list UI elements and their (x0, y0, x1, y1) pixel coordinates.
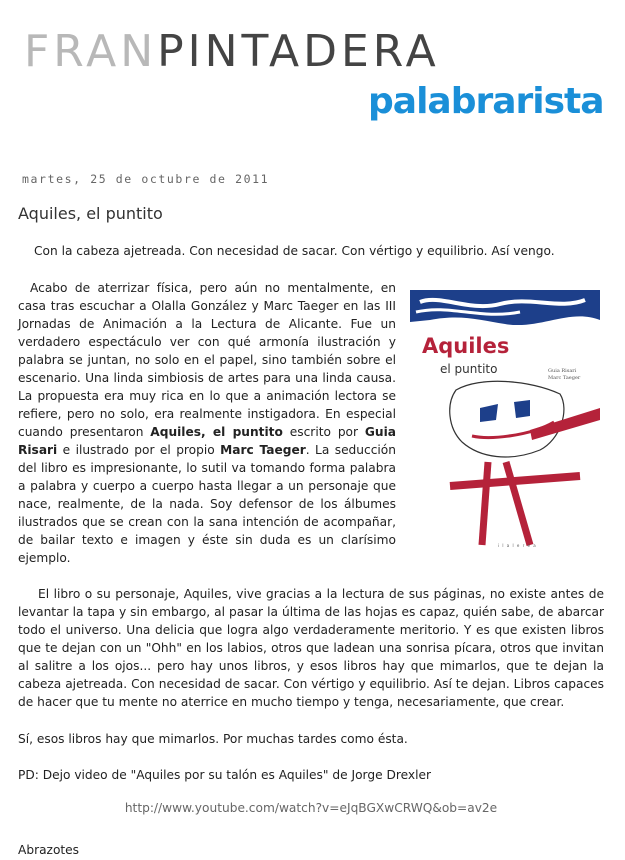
p1-text-c: e ilustrado por el propio (57, 443, 221, 457)
p1-text-d: . La seducción del libro es impresionante, lo sutil va tomando forma palabra a palabra y cuerpo a cuerpo hasta llegar a un personaje que nace, realmente, de la nada. Soy defensor de los álbumes ilustrados que se crean con la sana intención de acompañar, de bailar texto e imagen y éste sin duda es un clarísimo ejemplo. (18, 443, 396, 565)
blog-title-dark[interactable]: PINTADERA (157, 26, 440, 77)
blog-subtitle: palabrarista (368, 81, 604, 122)
post-body (18, 242, 604, 859)
blog-title[interactable] (24, 26, 440, 77)
post-date: martes, 25 de octubre de 2011 (22, 172, 270, 186)
blog-title-light[interactable]: FRAN (24, 26, 158, 77)
p1-text-a: Acabo de aterrizar física, pero aún no mentalmente, en casa tras escuchar a Olalla González y Marc Taeger en las III Jornadas de Animación a la Lectura de Alicante. Fue un verdadero espectáculo ver con qué armonía ilustración y palabra se juntan, no solo en el papel, sino también sobre el escenario. Una linda simbiosis de artes para una linda causa. La propuesta era muy rica en lo que a animación lectora se refiere, pero no solo, era realmente instigadora. En especial cuando presentaron (18, 281, 396, 439)
illustrator-bold: Marc Taeger (220, 443, 306, 457)
post-paragraph-3: Sí, esos libros hay que mimarlos. Por muchas tardes como ésta. (18, 732, 408, 746)
cover-illustrator: Marc Taeger (548, 375, 581, 381)
post-signoff: Abrazotes (18, 843, 80, 857)
book-cover-image[interactable] (410, 290, 600, 548)
cover-subtitle: el puntito (440, 362, 498, 376)
cover-title: Aquiles (422, 334, 510, 358)
post-title[interactable]: Aquiles, el puntito (18, 204, 163, 223)
cover-publisher: i l a l e r e a (498, 543, 537, 548)
youtube-link[interactable]: http://www.youtube.com/watch?v=eJqBGXwCRWQ&ob=av2e (124, 801, 498, 815)
blog-header (0, 0, 625, 140)
post-paragraph-2: El libro o su personaje, Aquiles, vive gracias a la lectura de sus páginas, no existe antes de levantar la tapa y sin embargo, al pasar la última de las hojas es capaz, quién sabe, de abarcar todo el universo. Una delicia que logra algo verdaderamente meritorio. Y es que existen libros que te dejan con un "Ohh" en los labios, otros que ladean una sonrisa pícara, otros que invitan al salitre a los ojos... pero hay unos libros, y esos libros hay que mimarlos, que te dejan la cabeza ajetreada. Con necesidad de sacar. Con vértigo y equilibrio. Así te dejan. Libros capaces de hacer que tu mente no aterrice en mucho tiempo y tenga, necesariamente, que crear. (18, 587, 604, 709)
cover-author: Guia Risari (548, 368, 577, 374)
cover-credits (548, 368, 580, 382)
book-cover-illustration (410, 290, 600, 545)
p1-text-b: escrito por (282, 425, 365, 439)
post-paragraph-4: PD: Dejo video de "Aquiles por su talón es Aquiles" de Jorge Drexler (18, 768, 431, 782)
author-bold: Guia Risari (18, 425, 397, 457)
post-intro: Con la cabeza ajetreada. Con necesidad de sacar. Con vértigo y equilibrio. Así vengo. (34, 244, 555, 258)
book-title-bold: Aquiles, el puntito (150, 425, 283, 439)
